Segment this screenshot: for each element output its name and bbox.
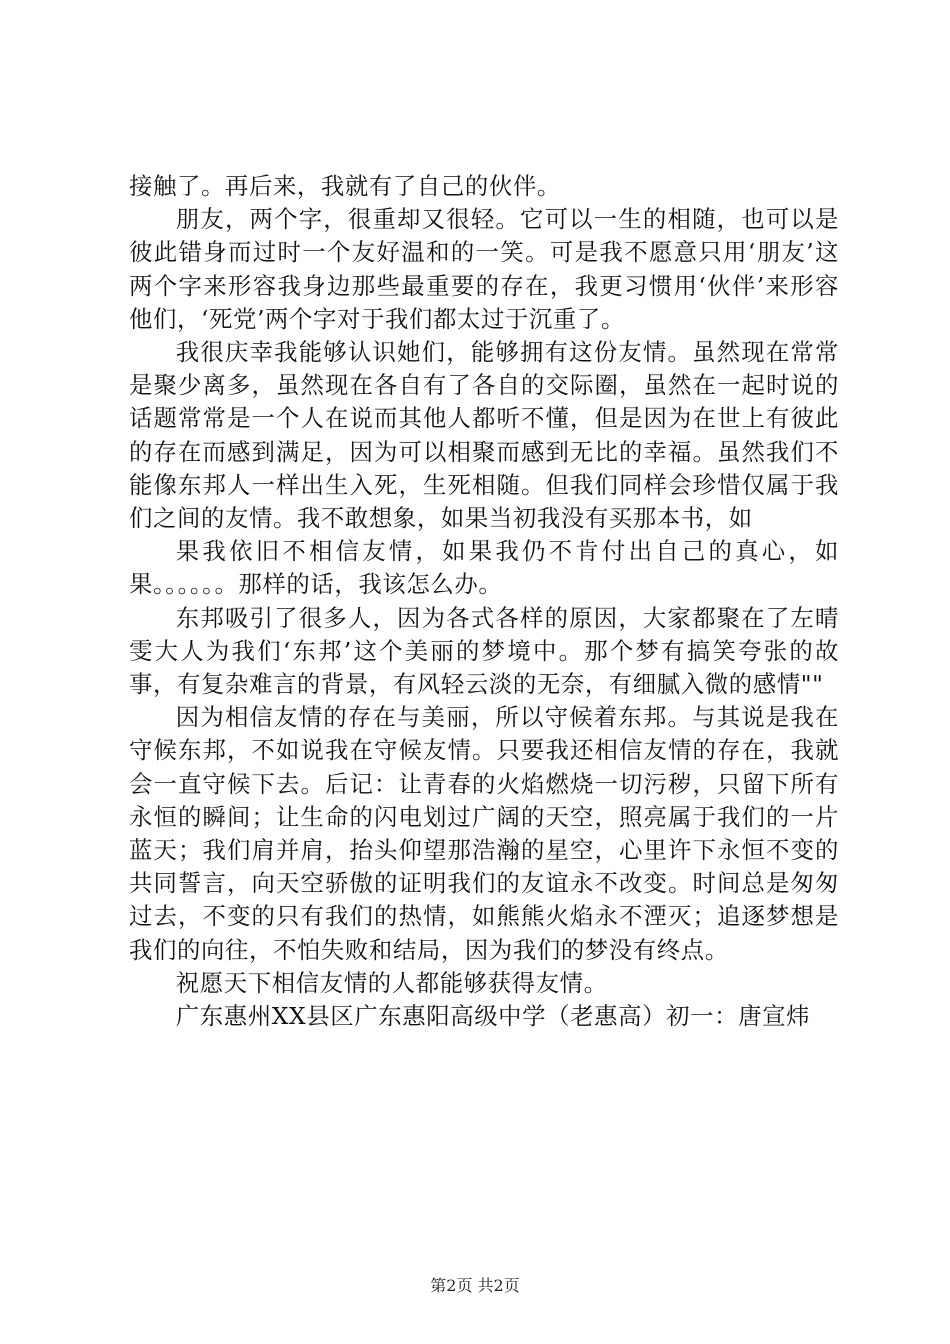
- paragraph: 接触了。再后来，我就有了自己的伙伴。: [129, 172, 561, 200]
- paragraph: 东邦吸引了很多人，因为各式各样的原因，大家都聚在了左晴雯大人为我们‘东邦’这个美丽的梦境中。那个梦有搞笑夸张的故事，有复杂难言的背景，有风轻云淡的无奈，有细腻入微的感情"": [129, 603, 839, 699]
- paragraph: 我很庆幸我能够认识她们，能够拥有这份友情。虽然现在常常是聚少离多，虽然现在各自有了各自的交际圈，虽然在一起时说的话题常常是一个人在说而其他人都听不懂，但是因为在世上有彼此的存在而感到满足，因为可以相聚而感到无比的幸福。虽然我们不能像东邦人一样出生入死，生死相随。但我们同样会珍惜仅属于我们之间的友情。我不敢想象，如果当初我没有买那本书，如: [129, 338, 839, 533]
- document-body: [129, 170, 839, 1033]
- paragraph: 果我依旧不相信友情，如果我仍不肯付出自己的真心，如果。。。。。。那样的话，我该怎么办。: [129, 537, 839, 599]
- paragraph: 祝愿天下相信友情的人都能够获得友情。: [175, 968, 608, 997]
- paragraph: 朋友，两个字，很重却又很轻。它可以一生的相随，也可以是彼此错身而过时一个友好温和的一笑。可是我不愿意只用‘朋友’这两个字来形容我身边那些最重要的存在，我更习惯用‘伙伴’来形容他们，‘死党’两个字对于我们都太过于沉重了。: [129, 205, 839, 333]
- paragraph: 因为相信友情的存在与美丽，所以守候着东邦。与其说是我在守候东邦，不如说我在守候友情。只要我还相信友情的存在，我就会一直守候下去。后记：让青春的火焰燃烧一切污秽，只留下所有永恒的瞬间；让生命的闪电划过广阔的天空，照亮属于我们的一片蓝天；我们肩并肩，抬头仰望那浩瀚的星空，心里许下永恒不变的共同誓言，向天空骄傲的证明我们的友谊永不改变。时间总是匆匆过去，不变的只有我们的热情，如熊熊火焰永不湮灭；追逐梦想是我们的向往，不怕失败和结局，因为我们的梦没有终点。: [129, 703, 839, 964]
- page-number-footer: 第2页 共2页: [430, 1276, 520, 1295]
- author-line: 广东惠州XX县区广东惠阳高级中学（老惠高）初一：唐宣炜: [175, 1002, 811, 1031]
